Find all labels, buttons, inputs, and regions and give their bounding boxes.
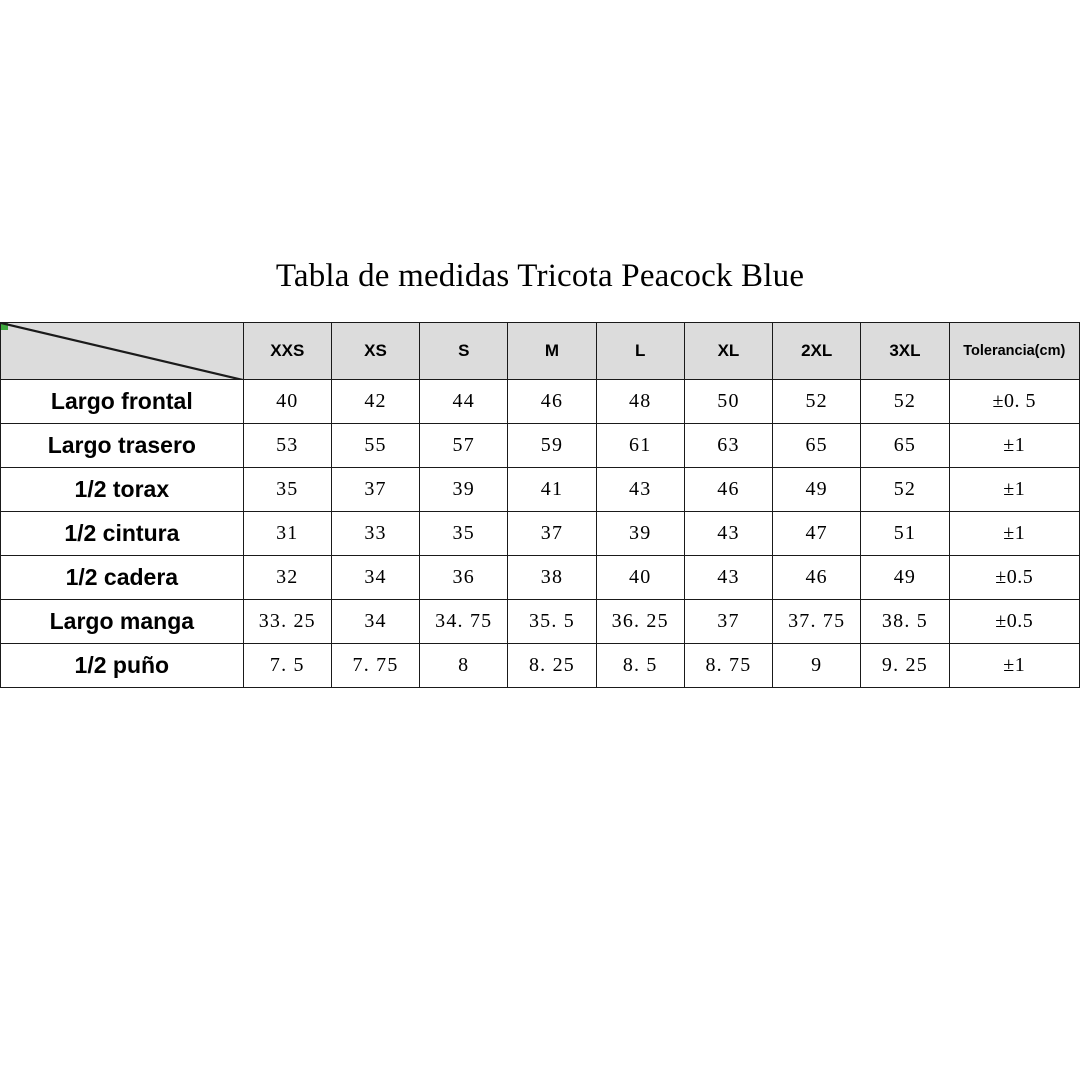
cell-value: 53 [243, 424, 331, 468]
cell-tolerance: ±0.5 [949, 600, 1079, 644]
cell-tolerance: ±1 [949, 468, 1079, 512]
cell-value: 46 [773, 556, 861, 600]
row-label-largo-trasero: Largo trasero [1, 424, 244, 468]
size-header-3xl: 3XL [861, 323, 949, 380]
cell-value: 39 [596, 512, 684, 556]
cell-value: 7. 5 [243, 644, 331, 688]
table-header [1, 323, 1080, 380]
row-label-largo-frontal: Largo frontal [1, 380, 244, 424]
cell-value: 37 [508, 512, 596, 556]
diagonal-line-icon [1, 323, 243, 380]
cell-value: 42 [331, 380, 419, 424]
cell-value: 36 [420, 556, 508, 600]
cell-value: 7. 75 [331, 644, 419, 688]
cell-value: 40 [243, 380, 331, 424]
tolerance-header: Tolerancia(cm) [949, 323, 1079, 380]
table-row [1, 424, 1080, 468]
size-header-s: S [420, 323, 508, 380]
cell-value: 52 [773, 380, 861, 424]
size-header-2xl: 2XL [773, 323, 861, 380]
cell-value: 33 [331, 512, 419, 556]
size-chart-table [0, 322, 1080, 688]
table-row [1, 468, 1080, 512]
cell-value: 47 [773, 512, 861, 556]
cell-value: 61 [596, 424, 684, 468]
cell-tolerance: ±1 [949, 424, 1079, 468]
header-row [1, 323, 1080, 380]
cell-value: 43 [596, 468, 684, 512]
cell-value: 49 [861, 556, 949, 600]
cell-value: 9. 25 [861, 644, 949, 688]
cell-value: 34. 75 [420, 600, 508, 644]
cell-value: 37 [331, 468, 419, 512]
cell-value: 8. 75 [684, 644, 772, 688]
cell-value: 59 [508, 424, 596, 468]
cell-value: 50 [684, 380, 772, 424]
cell-value: 39 [420, 468, 508, 512]
cell-value: 55 [331, 424, 419, 468]
cell-value: 44 [420, 380, 508, 424]
cell-value: 43 [684, 556, 772, 600]
row-label-medio-puno: 1/2 puño [1, 644, 244, 688]
size-header-xxs: XXS [243, 323, 331, 380]
cell-value: 65 [773, 424, 861, 468]
cell-tolerance: ±1 [949, 644, 1079, 688]
cell-value: 34 [331, 600, 419, 644]
cell-value: 40 [596, 556, 684, 600]
cell-value: 34 [331, 556, 419, 600]
cell-value: 37. 75 [773, 600, 861, 644]
cell-value: 41 [508, 468, 596, 512]
cell-value: 43 [684, 512, 772, 556]
cell-value: 52 [861, 380, 949, 424]
cell-value: 37 [684, 600, 772, 644]
size-header-xl: XL [684, 323, 772, 380]
cell-value: 63 [684, 424, 772, 468]
cell-value: 38. 5 [861, 600, 949, 644]
cell-value: 8. 5 [596, 644, 684, 688]
table-body [1, 380, 1080, 688]
row-label-largo-manga: Largo manga [1, 600, 244, 644]
size-header-m: M [508, 323, 596, 380]
cell-tolerance: ±1 [949, 512, 1079, 556]
cell-value: 31 [243, 512, 331, 556]
cell-value: 33. 25 [243, 600, 331, 644]
table-row [1, 644, 1080, 688]
cell-tolerance: ±0. 5 [949, 380, 1079, 424]
cell-value: 52 [861, 468, 949, 512]
row-label-medio-cadera: 1/2 cadera [1, 556, 244, 600]
page-title: Tabla de medidas Tricota Peacock Blue [275, 258, 805, 294]
cell-tolerance: ±0.5 [949, 556, 1079, 600]
cell-value: 38 [508, 556, 596, 600]
cell-value: 36. 25 [596, 600, 684, 644]
cell-value: 46 [684, 468, 772, 512]
row-label-medio-cintura: 1/2 cintura [1, 512, 244, 556]
cell-value: 35. 5 [508, 600, 596, 644]
cell-value: 8. 25 [508, 644, 596, 688]
table-row [1, 556, 1080, 600]
table-row [1, 512, 1080, 556]
cell-value: 57 [420, 424, 508, 468]
cell-value: 35 [420, 512, 508, 556]
cell-value: 65 [861, 424, 949, 468]
cell-value: 9 [773, 644, 861, 688]
cell-value: 32 [243, 556, 331, 600]
cell-value: 49 [773, 468, 861, 512]
size-chart-container [0, 322, 1080, 688]
cell-value: 51 [861, 512, 949, 556]
table-row [1, 600, 1080, 644]
size-header-l: L [596, 323, 684, 380]
corner-cell-with-diagonal [1, 323, 244, 380]
cell-value: 48 [596, 380, 684, 424]
cell-value: 8 [420, 644, 508, 688]
table-row [1, 380, 1080, 424]
cell-value: 35 [243, 468, 331, 512]
row-label-medio-torax: 1/2 torax [1, 468, 244, 512]
size-header-xs: XS [331, 323, 419, 380]
cell-value: 46 [508, 380, 596, 424]
